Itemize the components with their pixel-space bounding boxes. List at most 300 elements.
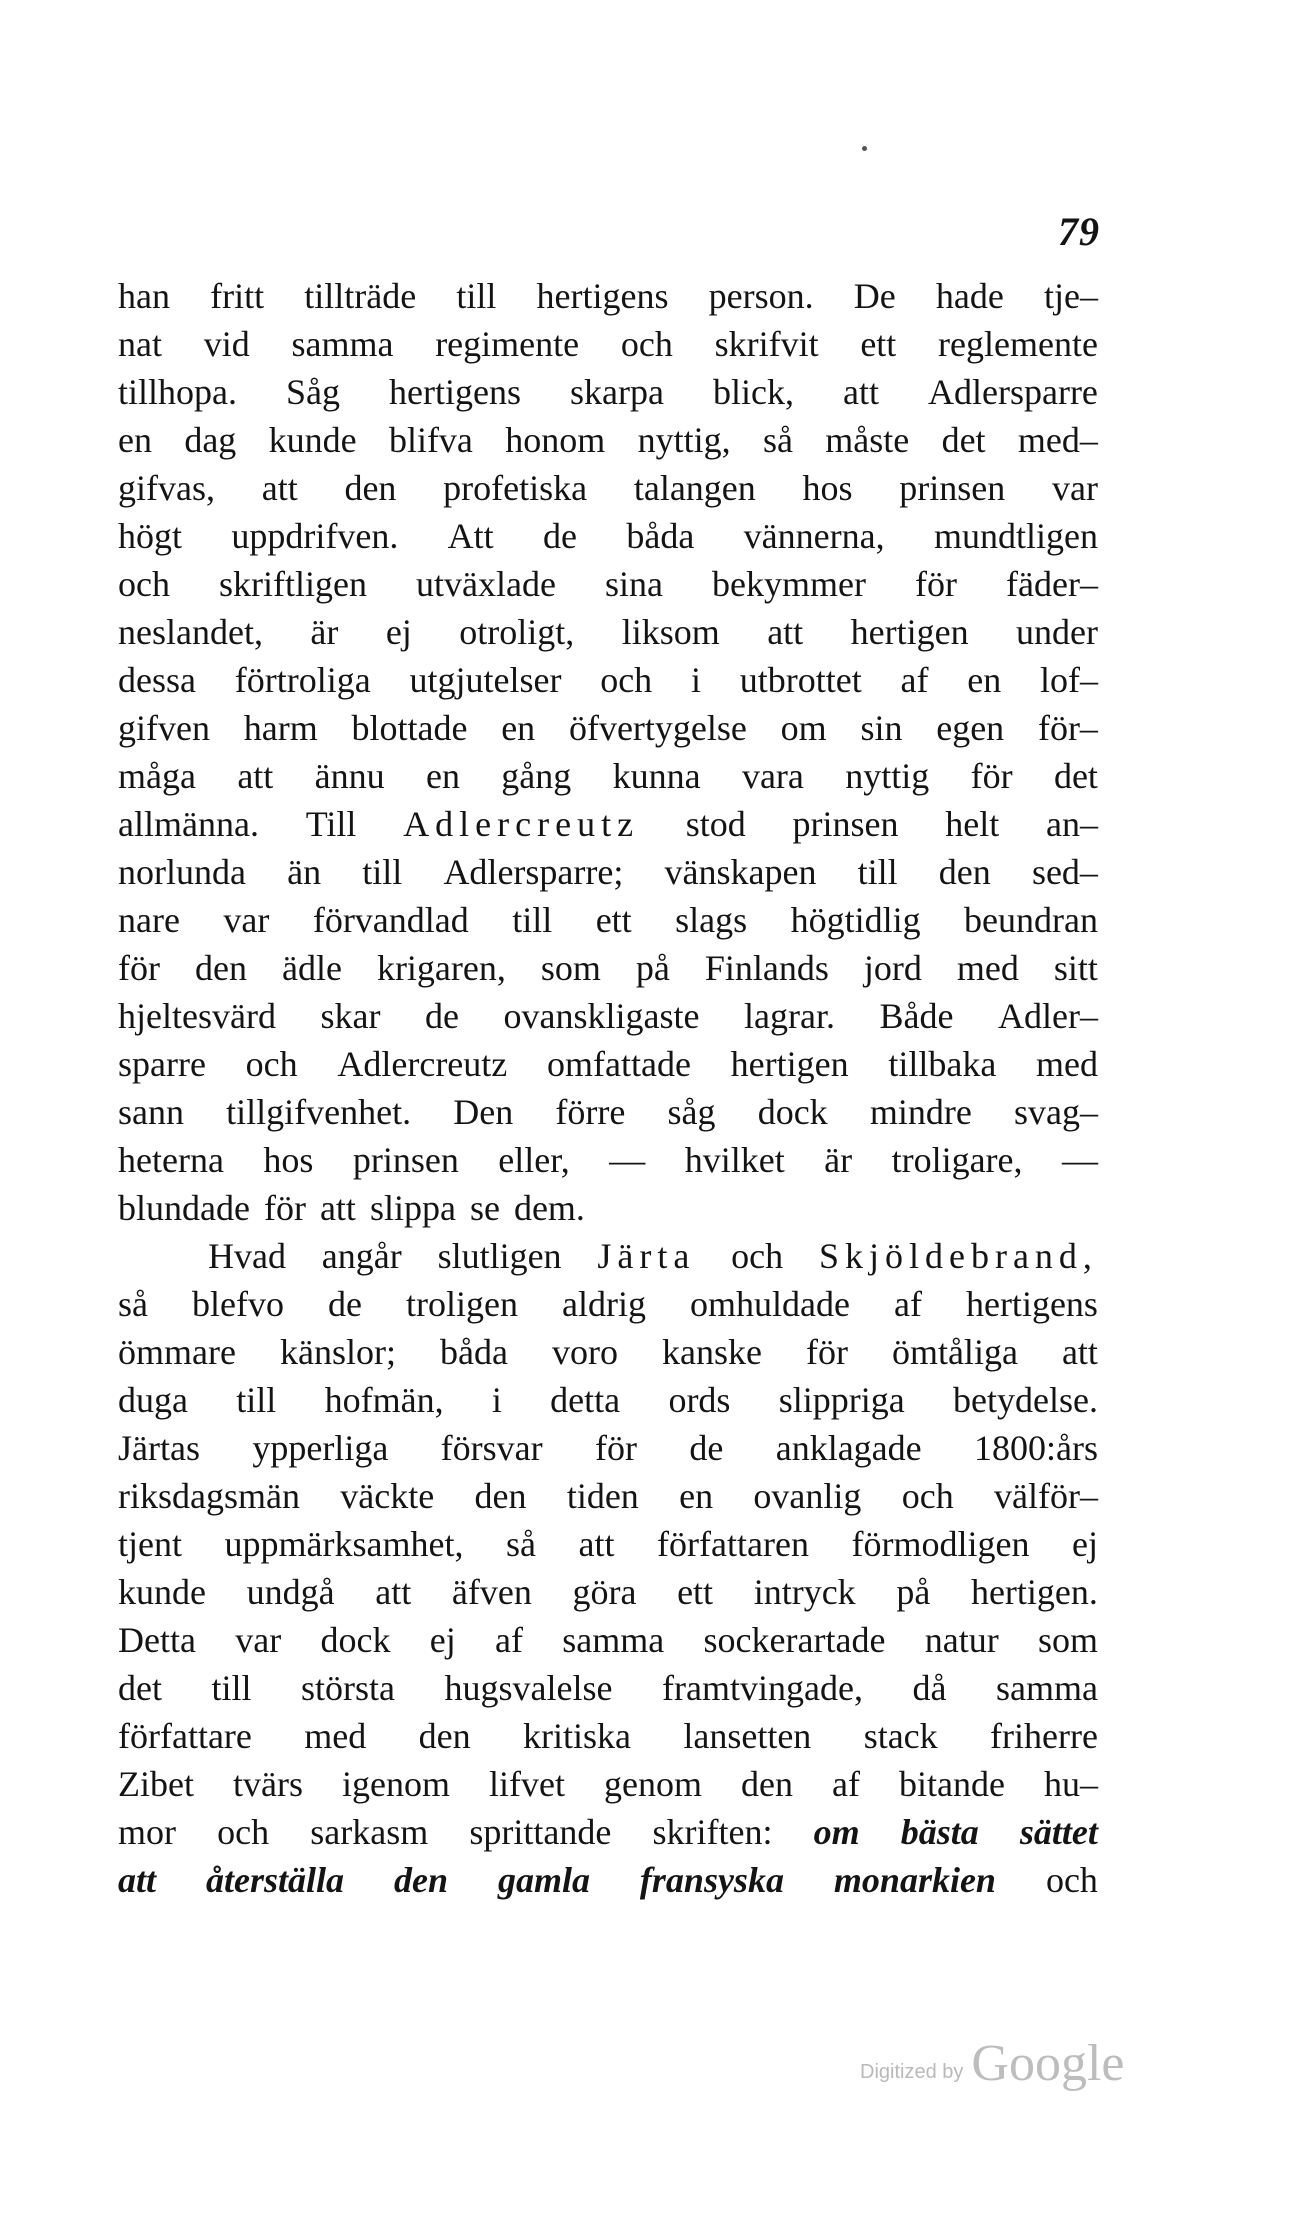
word: ett: [677, 1572, 714, 1612]
word: utväxlade: [416, 564, 556, 604]
word: gång: [501, 756, 572, 796]
word: hvilket: [684, 1140, 785, 1180]
word: vid: [203, 324, 250, 364]
word: den: [741, 1764, 793, 1804]
word: an–: [1045, 804, 1098, 844]
body-text: [118, 272, 1098, 1904]
word: återställa: [205, 1860, 344, 1900]
word: till: [362, 852, 403, 892]
word: dem.: [513, 1188, 585, 1228]
word: tillgifvenhet.: [226, 1092, 412, 1132]
word: tje–: [1043, 276, 1098, 316]
word: norlunda: [118, 852, 246, 892]
text-line: [118, 608, 1098, 656]
word: ett: [860, 324, 897, 364]
word: tillhopa.: [118, 372, 237, 412]
text-line: [118, 1808, 1098, 1856]
word: slippa: [369, 1188, 456, 1228]
word: nyttig,: [637, 420, 731, 460]
word: äfven: [451, 1572, 532, 1612]
word: se: [469, 1188, 500, 1228]
text-line: [118, 1568, 1098, 1616]
word: skar: [320, 996, 381, 1036]
word: och: [118, 564, 170, 604]
word: väckte: [340, 1476, 435, 1516]
word: var: [235, 1620, 282, 1660]
word: Adlersparre;: [443, 852, 624, 892]
word: nare: [118, 900, 180, 940]
word: det: [941, 420, 986, 460]
word: för: [805, 1332, 848, 1372]
word: natur: [924, 1620, 999, 1660]
word: fäder–: [1006, 564, 1098, 604]
word: betydelse.: [953, 1380, 1098, 1420]
word: slutligen: [437, 1236, 562, 1276]
word: såg: [667, 1092, 716, 1132]
word: för: [970, 756, 1013, 796]
word: fransyska: [639, 1860, 784, 1900]
word: krigaren,: [376, 948, 506, 988]
word: att: [1061, 1332, 1098, 1372]
word: tjent: [118, 1524, 182, 1564]
word: de: [689, 1428, 724, 1468]
word: hertigen.: [970, 1572, 1098, 1612]
word: är: [824, 1140, 853, 1180]
word: till: [456, 276, 497, 316]
word: fritt: [210, 276, 265, 316]
word: med–: [1017, 420, 1098, 460]
word: ovanskligaste: [503, 996, 700, 1036]
word: och: [600, 660, 653, 700]
word: mindre: [869, 1092, 972, 1132]
word: sitt: [1053, 948, 1098, 988]
word: förmodligen: [851, 1524, 1030, 1564]
word: ädle: [281, 948, 342, 988]
word: den: [474, 1476, 527, 1516]
word: prinsen: [352, 1140, 459, 1180]
word: på: [635, 948, 670, 988]
word: de: [543, 516, 578, 556]
word: reglemente: [938, 324, 1098, 364]
text-line: [118, 896, 1098, 944]
word: och: [901, 1476, 954, 1516]
word: kritiska: [523, 1716, 631, 1756]
word: en: [425, 756, 460, 796]
word: att: [118, 1860, 157, 1900]
word: framtvingade,: [662, 1668, 863, 1708]
text-line: [118, 656, 1098, 704]
word: bekymmer: [712, 564, 866, 604]
word: intryck: [753, 1572, 856, 1612]
word: blottade: [351, 708, 468, 748]
word: att: [261, 468, 298, 508]
word: tillbaka: [888, 1044, 997, 1084]
text-line: [118, 416, 1098, 464]
word: på: [896, 1572, 931, 1612]
word: dock: [757, 1092, 828, 1132]
word: för: [118, 948, 160, 988]
word: nyttig: [845, 756, 930, 796]
word: ej: [1071, 1524, 1098, 1564]
word: eller,: [498, 1140, 570, 1180]
word: person.: [708, 276, 814, 316]
text-line: [118, 752, 1098, 800]
word: hofmän,: [324, 1380, 444, 1420]
text-line: [118, 1136, 1098, 1184]
word: sockerartade: [703, 1620, 886, 1660]
word: skarpa: [570, 372, 664, 412]
text-line: [118, 800, 1098, 848]
word: i: [690, 660, 701, 700]
word: troligen: [406, 1284, 518, 1324]
word: samma: [291, 324, 394, 364]
word: hertigens: [965, 1284, 1098, 1324]
word: som: [540, 948, 601, 988]
word: båda: [626, 516, 695, 556]
word: bitande: [898, 1764, 1005, 1804]
word: sprittande: [469, 1812, 612, 1852]
word: mor: [118, 1812, 176, 1852]
word: liksom: [621, 612, 720, 652]
word: en: [118, 420, 152, 460]
word: blick,: [713, 372, 794, 412]
word: vännerna,: [743, 516, 885, 556]
word: att: [237, 756, 274, 796]
word: att: [375, 1572, 412, 1612]
word: med: [956, 948, 1019, 988]
word: förtroliga: [234, 660, 371, 700]
word: monarkien: [833, 1860, 996, 1900]
word: och: [731, 1236, 784, 1276]
word: Järtas: [118, 1428, 200, 1468]
word: otroligt,: [459, 612, 575, 652]
word: igenom: [342, 1764, 450, 1804]
text-line: [118, 992, 1098, 1040]
word: var: [223, 900, 270, 940]
word: blefvo: [192, 1284, 284, 1324]
word: den: [418, 1716, 471, 1756]
word: båda: [439, 1332, 508, 1372]
word: förvandlad: [312, 900, 469, 940]
word: dock: [320, 1620, 391, 1660]
word: förre: [555, 1092, 626, 1132]
word: måste: [825, 420, 910, 460]
word: så: [762, 420, 793, 460]
word: är: [310, 612, 339, 652]
word: Zibet: [118, 1764, 194, 1804]
word: göra: [572, 1572, 637, 1612]
word: Såg: [286, 372, 341, 412]
word: harm: [243, 708, 318, 748]
text-line: [118, 1280, 1098, 1328]
text-line: [118, 368, 1098, 416]
word: lansetten: [683, 1716, 812, 1756]
text-line: [118, 272, 1098, 320]
word: hertigen: [730, 1044, 849, 1084]
word: sed–: [1031, 852, 1098, 892]
word: kunde: [118, 1572, 206, 1612]
word: hos: [802, 468, 853, 508]
ink-speck: [862, 146, 867, 151]
word: att: [578, 1524, 615, 1564]
word: till: [236, 1380, 277, 1420]
word: då: [912, 1668, 947, 1708]
word: försvar: [440, 1428, 543, 1468]
text-line: [118, 1616, 1098, 1664]
word: de: [425, 996, 459, 1036]
word: den: [938, 852, 991, 892]
word: mundtligen: [933, 516, 1098, 556]
word: sättet: [1019, 1812, 1098, 1852]
word: i: [491, 1380, 502, 1420]
word: helt: [945, 804, 1000, 844]
text-line: [118, 1040, 1098, 1088]
word: regimente: [435, 324, 580, 364]
word: Detta: [118, 1620, 196, 1660]
text-line: [118, 560, 1098, 608]
word: Hvad: [208, 1236, 286, 1276]
word: anklagade: [775, 1428, 922, 1468]
word: tillträde: [304, 276, 417, 316]
word: stod: [685, 804, 746, 844]
word: ett: [595, 900, 632, 940]
word: friherre: [990, 1716, 1098, 1756]
word: största: [301, 1668, 396, 1708]
word: sin: [860, 708, 903, 748]
word: hu–: [1043, 1764, 1098, 1804]
word: egen: [936, 708, 1005, 748]
word: hos: [263, 1140, 314, 1180]
word: undgå: [246, 1572, 335, 1612]
text-line: [118, 1424, 1098, 1472]
word: utgjutelser: [409, 660, 562, 700]
text-line: [118, 1760, 1098, 1808]
word: skriften:: [652, 1812, 773, 1852]
text-line: [118, 1472, 1098, 1520]
text-line: [118, 1376, 1098, 1424]
word: författaren: [657, 1524, 809, 1564]
word: om: [780, 708, 827, 748]
word: känslor;: [279, 1332, 396, 1372]
word: ords: [668, 1380, 731, 1420]
word: Järta: [597, 1236, 696, 1276]
word: De: [853, 276, 896, 316]
word: af: [900, 660, 929, 700]
word: en: [967, 660, 1002, 700]
word: det: [118, 1668, 162, 1708]
word: var: [1052, 468, 1098, 508]
word: det: [1053, 756, 1098, 796]
text-line: [118, 1328, 1098, 1376]
text-line: [118, 1232, 1098, 1280]
word: Både: [879, 996, 954, 1036]
watermark-brand: Google: [971, 2035, 1125, 2092]
text-line: [118, 512, 1098, 560]
word: så: [118, 1284, 148, 1324]
word: 1800:års: [974, 1428, 1098, 1468]
word: —: [1061, 1140, 1098, 1180]
word: profetiska: [443, 468, 588, 508]
word: uppmärksamhet,: [224, 1524, 464, 1564]
word: aldrig: [562, 1284, 646, 1324]
word: för: [263, 1188, 306, 1228]
word: högt: [118, 516, 183, 556]
word: hade: [935, 276, 1004, 316]
word: kunde: [268, 420, 357, 460]
word: måga: [118, 756, 196, 796]
word: Adlercreutz: [337, 1044, 508, 1084]
word: Adlersparre: [928, 372, 1098, 412]
word: ömmare: [118, 1332, 236, 1372]
word: samma: [995, 1668, 1098, 1708]
text-line: [118, 1184, 1098, 1232]
word: med: [1036, 1044, 1098, 1084]
word: sina: [605, 564, 664, 604]
text-line: [118, 1664, 1098, 1712]
word: detta: [550, 1380, 621, 1420]
word: om: [813, 1812, 860, 1852]
word: slags: [675, 900, 748, 940]
word: lagrar.: [744, 996, 835, 1036]
word: hertigen: [850, 612, 969, 652]
text-line: [118, 464, 1098, 512]
word: —: [609, 1140, 646, 1180]
text-line: [118, 1088, 1098, 1136]
word: Adlercreutz: [403, 804, 640, 844]
word: den: [194, 948, 247, 988]
word: voro: [551, 1332, 618, 1372]
word: dessa: [118, 660, 196, 700]
word: ej: [429, 1620, 456, 1660]
digitization-watermark: [860, 2024, 1140, 2094]
word: han: [118, 276, 170, 316]
text-line: [118, 944, 1098, 992]
word: ännu: [314, 756, 385, 796]
word: författare: [118, 1716, 252, 1756]
word: Adler–: [998, 996, 1098, 1036]
word: till: [211, 1668, 252, 1708]
word: stack: [863, 1716, 938, 1756]
word: honom: [505, 420, 606, 460]
word: skrifvit: [714, 324, 819, 364]
word: prinsen: [899, 468, 1006, 508]
word: och: [620, 324, 673, 364]
word: angår: [321, 1236, 402, 1276]
word: den: [393, 1860, 448, 1900]
text-line: [118, 1856, 1098, 1904]
word: hertigens: [389, 372, 521, 412]
word: att: [843, 372, 879, 412]
word: Till: [305, 804, 357, 844]
word: Finlands: [704, 948, 829, 988]
word: att: [767, 612, 804, 652]
word: lof–: [1039, 660, 1098, 700]
text-line: [118, 1520, 1098, 1568]
word: ej: [385, 612, 412, 652]
word: sparre: [118, 1044, 206, 1084]
text-line: [118, 848, 1098, 896]
word: samma: [562, 1620, 665, 1660]
word: ypperliga: [252, 1428, 389, 1468]
word: gifven: [118, 708, 210, 748]
word: hugsvalelse: [444, 1668, 613, 1708]
word: gifvas,: [118, 468, 215, 508]
word: gamla: [497, 1860, 590, 1900]
word: att: [319, 1188, 356, 1228]
word: tiden: [566, 1476, 639, 1516]
word: Skjöldebrand,: [818, 1236, 1098, 1276]
word: skriftligen: [219, 564, 367, 604]
word: dag: [184, 420, 237, 460]
text-line: [118, 704, 1098, 752]
word: nat: [118, 324, 162, 364]
text-line: [118, 1712, 1098, 1760]
word: blundade: [118, 1188, 250, 1228]
word: beundran: [964, 900, 1098, 940]
word: kanske: [661, 1332, 762, 1372]
word: vänskapen: [664, 852, 817, 892]
word: af: [832, 1764, 860, 1804]
word: öfvertygelse: [568, 708, 747, 748]
word: tvärs: [233, 1764, 303, 1804]
word: omfattade: [547, 1044, 691, 1084]
word: ovanlig: [753, 1476, 862, 1516]
word: uppdrifven.: [231, 516, 399, 556]
word: Att: [447, 516, 494, 556]
word: och: [245, 1044, 298, 1084]
text-line: [118, 320, 1098, 368]
word: för: [915, 564, 958, 604]
word: för–: [1037, 708, 1098, 748]
word: bästa: [900, 1812, 979, 1852]
word: riksdagsmän: [118, 1476, 300, 1516]
word: sann: [118, 1092, 184, 1132]
word: så: [506, 1524, 536, 1564]
word: lifvet: [489, 1764, 565, 1804]
word: hertigens: [536, 276, 669, 316]
word: genom: [604, 1764, 702, 1804]
word: svag–: [1013, 1092, 1098, 1132]
word: heterna: [118, 1140, 224, 1180]
word: duga: [118, 1380, 188, 1420]
word: till: [512, 900, 553, 940]
word: talangen: [633, 468, 756, 508]
word: en: [501, 708, 536, 748]
word: den: [344, 468, 397, 508]
word: af: [893, 1284, 922, 1324]
word: kunna: [612, 756, 701, 796]
word: vara: [741, 756, 804, 796]
word: prinsen: [792, 804, 899, 844]
word: Den: [453, 1092, 514, 1132]
word: allmänna.: [118, 804, 259, 844]
word: ömtåliga: [891, 1332, 1018, 1372]
word: till: [857, 852, 898, 892]
word: välför–: [994, 1476, 1098, 1516]
word: utbrottet: [739, 660, 862, 700]
word: under: [1016, 612, 1098, 652]
page-number: 79: [1058, 209, 1100, 254]
word: för: [595, 1428, 637, 1468]
word: och: [217, 1812, 270, 1852]
word: jord: [863, 948, 922, 988]
word: troligare,: [891, 1140, 1023, 1180]
word: hjeltesvärd: [118, 996, 276, 1036]
word: blifva: [388, 420, 473, 460]
word: högtidlig: [790, 900, 921, 940]
word: och: [1045, 1860, 1098, 1900]
word: slippriga: [778, 1380, 905, 1420]
